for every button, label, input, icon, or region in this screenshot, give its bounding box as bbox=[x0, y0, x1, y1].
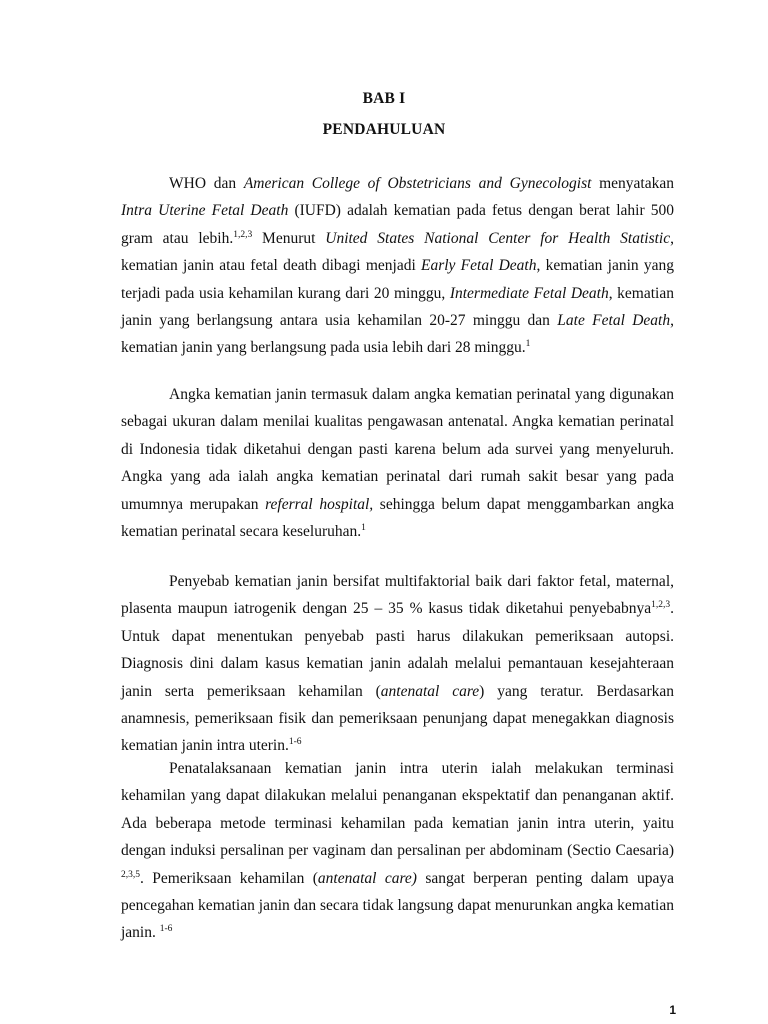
paragraph-4: Penatalaksanaan kematian janin intra uterin ialah melakukan terminasi kehamilan yang dapat dilakukan melalui penanganan ekspektatif dan penanganan aktif. Ada beberapa metode terminasi kehamilan pada kematian janin intra uterin, yaitu dengan induksi persalinan per vaginam dan persalinan per abdominam (Sectio Caesaria) $^{2,3,5}$. Pemeriksaan kehamilan (antenatal care) sangat berperan penting dalam upaya pencegahan kematian janin dan secara tidak langsung dapat menurunkan angka kematian janin. $^{1-6}$ bbox=[121, 760, 674, 942]
paragraph-1: WHO dan American College of Obstetricians and Gynecologist menyatakan Intra Uterine Fetal Death (IUFD) adalah kematian pada fetus dengan berat lahir 500 gram atau lebih.$^{1,2,3}$ Menurut United States National Center for Health Statistic, kematian janin atau fetal death dibagi menjadi Early Fetal Death, kematian janin yang terjadi pada usia kehamilan kurang dari 20 minggu, Intermediate Fetal Death, kematian janin yang berlangsung antara usia kehamilan 20-27 minggu dan Late Fetal Death, kematian janin yang berlangsung pada usia lebih dari 28 minggu.$^1$ bbox=[121, 175, 674, 357]
chapter-title: PENDAHULUAN bbox=[322, 121, 446, 138]
citation: 1-6 bbox=[288, 737, 302, 748]
citation: 1 bbox=[525, 339, 531, 350]
citation: 2,3,5 bbox=[121, 869, 140, 880]
citation: 1,2,3 bbox=[233, 229, 253, 240]
chapter-label: BAB I bbox=[362, 90, 406, 107]
citation: 1 bbox=[361, 523, 366, 534]
citation: 1-6 bbox=[159, 924, 173, 935]
citation: 1,2,3 bbox=[651, 600, 671, 611]
paragraph-2: Angka kematian janin termasuk dalam angka kematian perinatal yang digunakan sebagai ukuran dalam menilai kualitas pengawasan antenatal. Angka kematian perinatal di Indonesia tidak diketahui dengan pasti karena belum ada survei yang menyeluruh. Angka yang ada ialah angka kematian perinatal dari rumah sakit besar yang pada umumnya merupakan referral hospital, sehingga belum dapat menggambarkan angka kematian perinatal secara keseluruhan.$^1$ bbox=[121, 386, 674, 541]
page-number: 1 bbox=[669, 1003, 676, 1017]
paragraph-3: Penyebab kematian janin bersifat multifaktorial baik dari faktor fetal, maternal, plasenta maupun iatrogenik dengan 25 – 35 % kasus tidak diketahui penyebabnya$^{1,2,3}$. Untuk dapat menentukan penyebab pasti harus dilakukan pemeriksaan autopsi. Diagnosis dini dalam kasus kematian janin adalah melalui pemantauan kesejahteraan janin serta pemeriksaan kehamilan (antenatal care) yang teratur. Berdasarkan anamnesis, pemeriksaan fisik dan pemeriksaan penunjang dapat menegakkan diagnosis kematian janin intra uterin.$^{1-6}$ bbox=[121, 573, 675, 755]
